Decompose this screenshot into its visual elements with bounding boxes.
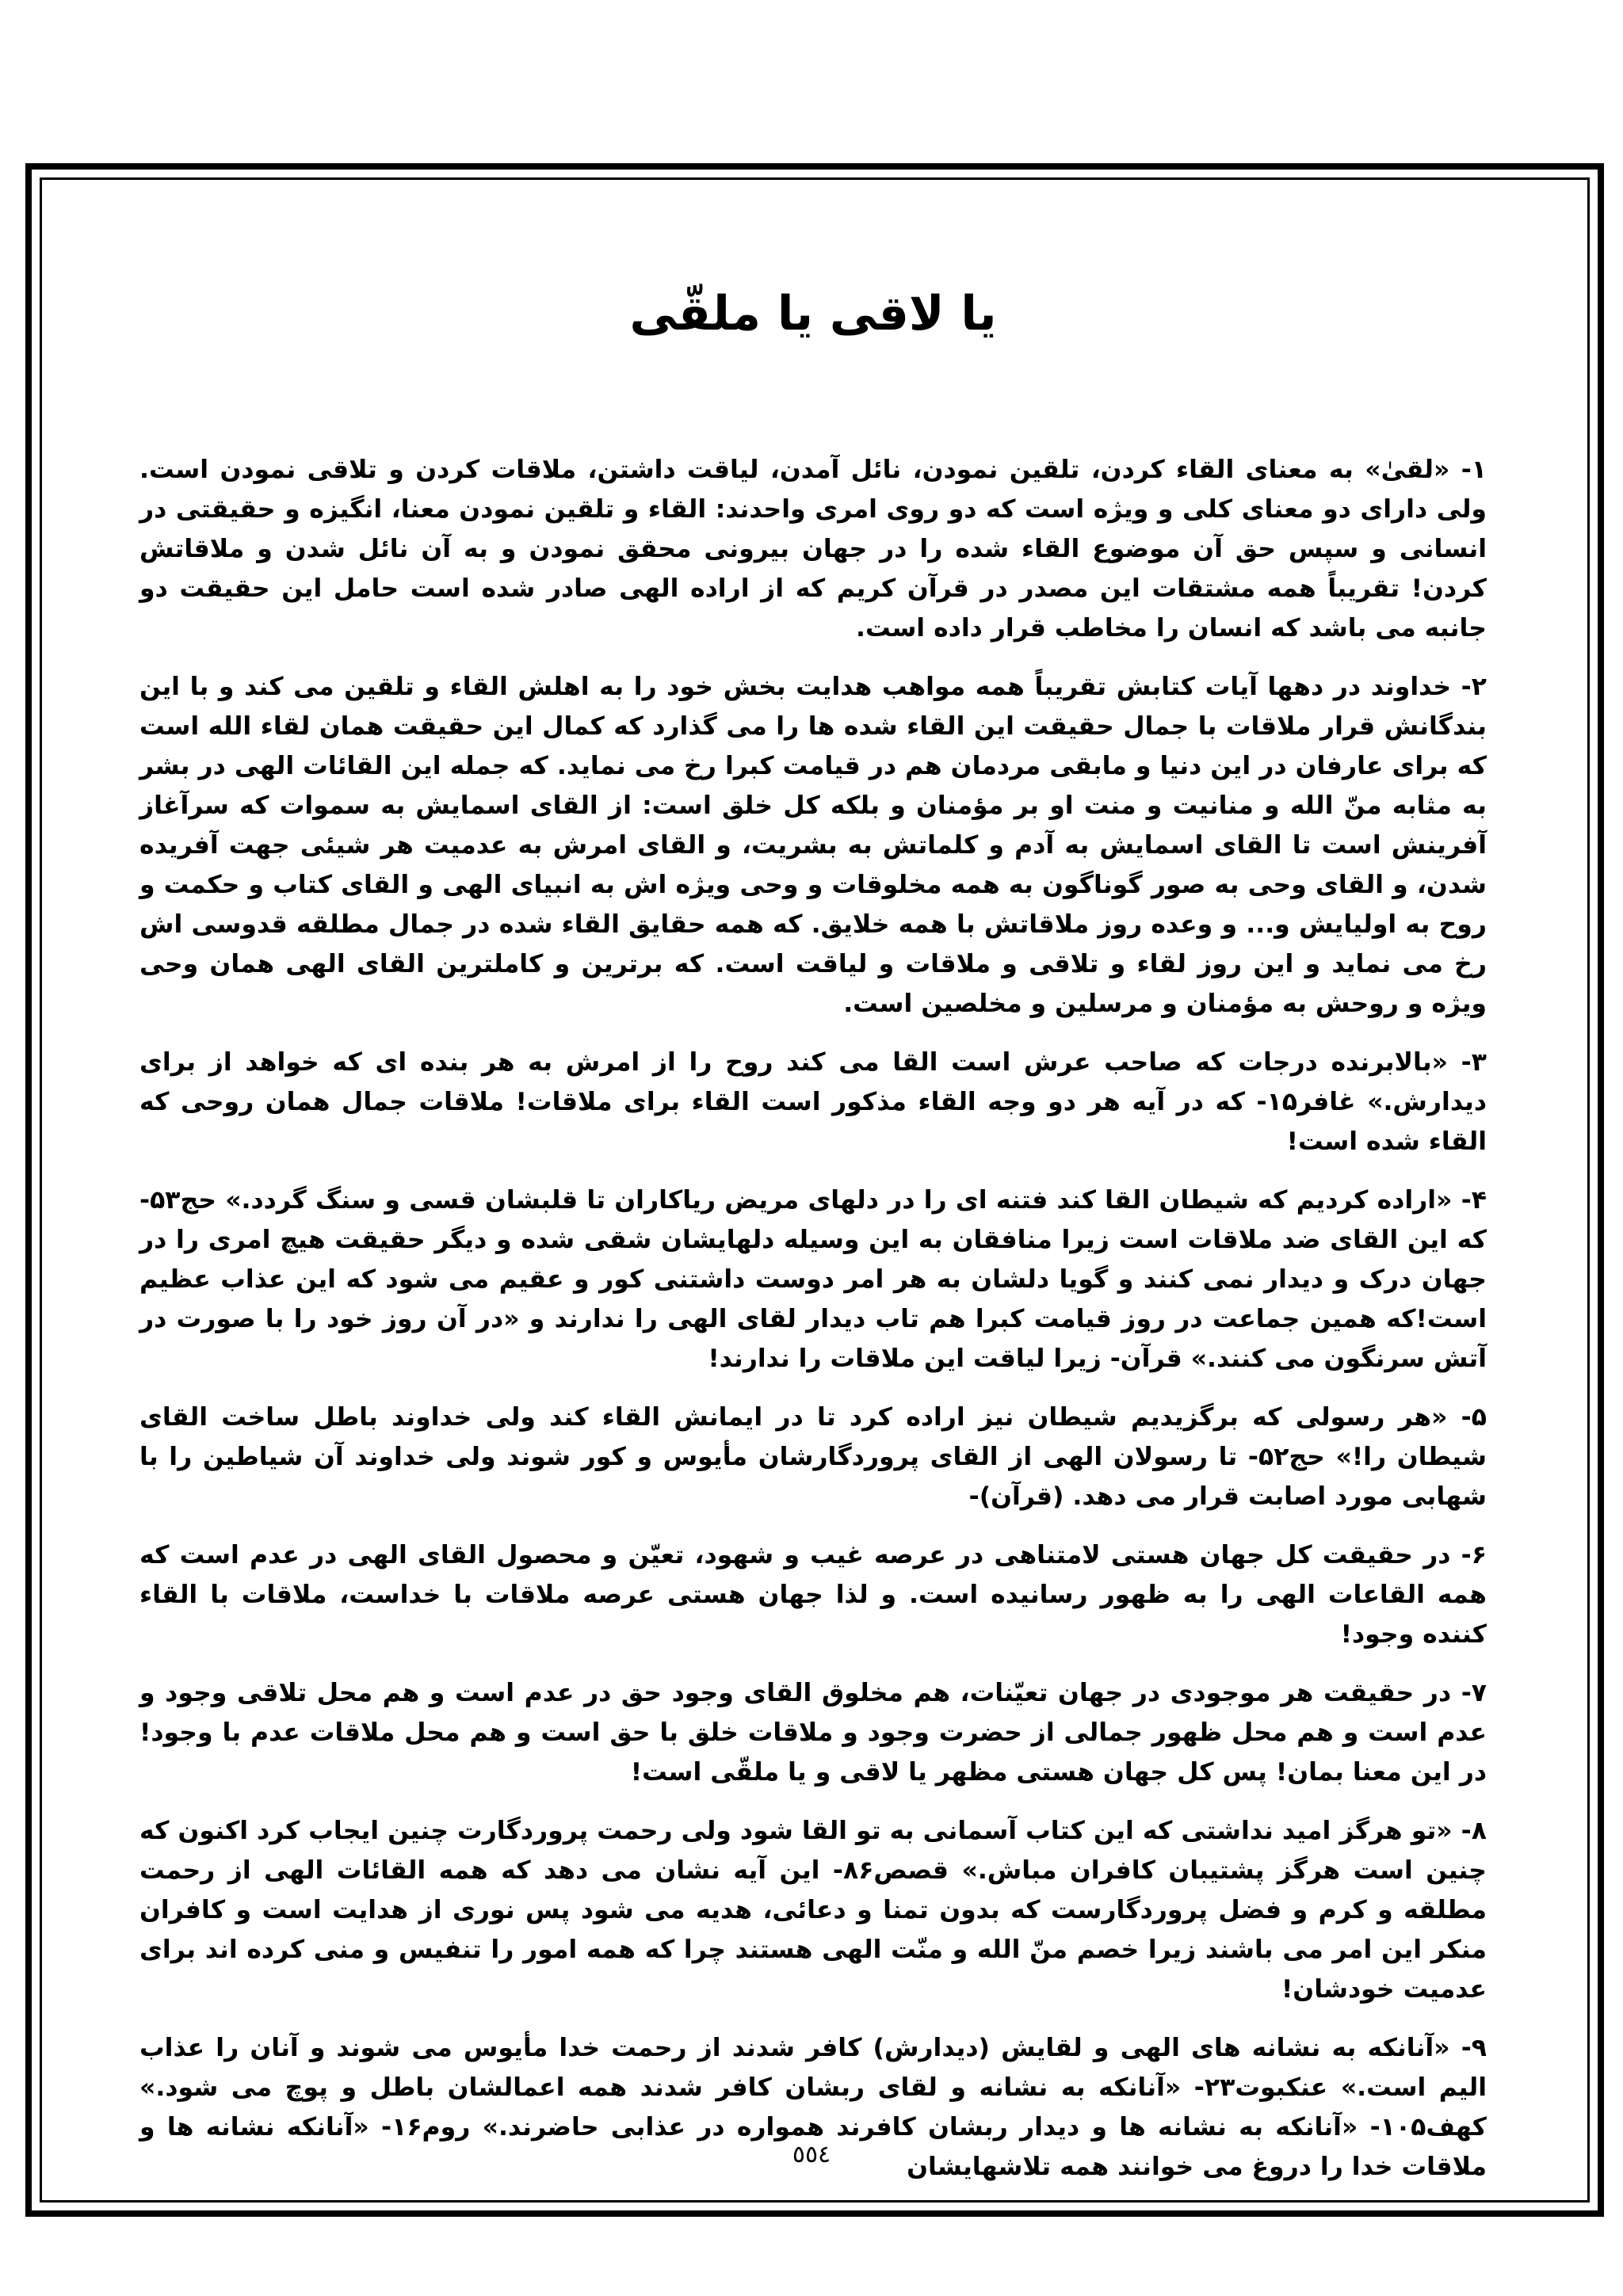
- paragraph-7: ۷- در حقیقت هر موجودی در جهان تعیّنات، هم مخلوق القای وجود حق در عدم است و هم محل تلاقی وجود و عدم است و هم محل ظهور جمالی از حضرت وجود و ملاقات خلق با حق است و هم محل ملاقات عدم با وجود! در این معنا بمان! پس کل جهان هستی مظهر یا لاقی و یا ملقّی است!: [139, 1679, 1487, 1787]
- page-content: [139, 282, 1487, 2181]
- paragraph-2: ۲- خداوند در دهها آیات کتابش تقریباً همه مواهب هدایت بخش خود را به اهلش القاء و تلقین می کند و با این بندگانش قرار ملاقات با جمال حقیقت این القاء شده ها را می گذارد که کمال این حقیقت همان لقاء الله است که برای عارفان در این دنیا و مابقی مردمان هم در قیامت کبرا رخ می نماید. که جمله این القائات الهی در بشر به مثابه منّ الله و منانیت و منت او بر مؤمنان و بلکه کل خلق است: از القای اسمایش به سموات که سرآغاز آفرینش است تا القای اسمایش به آدم و کلماتش به بشریت، و القای امرش به عدمیت هر شیئی جهت آفریده شدن، و القای وحی به صور گوناگون به همه مخلوقات و وحی ویژه اش به انبیای الهی و القای کتاب و حکمت و روح به اولیایش و... و وعده روز ملاقاتش با همه خلایق. که همه حقایق القاء شده در جمال مطلقه قدوسی اش رخ می نماید و این روز لقاء و تلاقی و ملاقات و لیاقت است. که برترین و کاملترین القای الهی همان وحی ویژه و روحش به مؤمنان و مرسلین و مخلصین است.: [139, 673, 1487, 1018]
- paragraph-9: ۹- «آنانکه به نشانه های الهی و لقایش (دیدارش) کافر شدند از رحمت خدا مأیوس می شوند و آنان را عذاب الیم است.» عنکبوت۲۳- «آنانکه به نشانه و لقای ربشان کافر شدند همه اعمالشان باطل و پوچ می شود.» کهف۱۰۵- «آنانکه به نشانه ها و دیدار ربشان کافرند همواره در عذابی حاضرند.» روم۱۶- «آنانکه نشانه ها و ملاقات خدا را دروغ می خوانند همه تلاشهایشان: [139, 2034, 1487, 2181]
- paragraph-5: ۵- «هر رسولی که برگزیدیم شیطان نیز اراده کرد تا در ایمانش القاء کند ولی خداوند باطل ساخت القای شیطان را!» حج۵۲- تا رسولان الهی از القای پروردگارشان مأیوس و کور شوند ولی خداوند آن شیاطین را با شهابی مورد اصابت قرار می دهد. (قرآن)-: [139, 1403, 1487, 1511]
- paragraph-3: ۳- «بالابرنده درجات که صاحب عرش است القا می کند روح را از امرش به هر بنده ای که خواهد از برای دیدارش.» غافر۱۵- که در آیه هر دو وجه القاء مذکور است القاء برای ملاقات! ملاقات جمال همان روحی که القاء شده است!: [139, 1048, 1487, 1156]
- paragraph-4: ۴- «اراده کردیم که شیطان القا کند فتنه ای را در دلهای مریض ریاکاران تا قلبشان قسی و سنگ گردد.» حج۵۳- که این القای ضد ملاقات است زیرا منافقان به این وسیله دلهایشان شقی شده و دیگر حقیقت هیچ امری را در جهان درک و دیدار نمی کنند و گویا دلشان به هر امر دوست داشتنی کور و عقیم می شود که این عذاب عظیم است!که همین جماعت در روز قیامت کبرا هم تاب دیدار لقای الهی را ندارند و «در آن روز خود را با صورت در آتش سرنگون می کنند.» قرآن- زیرا لیاقت این ملاقات را ندارند!: [139, 1186, 1487, 1373]
- paragraph-6: ۶- در حقیقت کل جهان هستی لامتناهی در عرصه غیب و شهود، تعیّن و محصول القای الهی در عدم است که همه القاعات الهی را به ظهور رسانیده است. و لذا جهان هستی عرصه ملاقات با خداست، ملاقات با القاء کننده وجود!: [139, 1541, 1487, 1649]
- page-title: یا لاقی یا ملقّی: [629, 286, 997, 341]
- paragraph-8: ۸- «تو هرگز امید نداشتی که این کتاب آسمانی به تو القا شود ولی رحمت پروردگارت چنین ایجاب کرد اکنون که چنین است هرگز پشتیبان کافران مباش.» قصص۸۶- این آیه نشان می دهد که همه القائات الهی از رحمت مطلقه و کرم و فضل پروردگارست که بدون تمنا و دعائی، هدیه می شود پس نوری از هدایت است و کافران منکر این امر می باشند زیرا خصم منّ الله و منّت الهی هستند چرا که همه امور را تنفیس و منی کرده اند برای عدمیت خودشان!: [139, 1817, 1487, 2004]
- paragraph-1: ۱- «لقیٰ» به معنای القاء کردن، تلقین نمودن، نائل آمدن، لیاقت داشتن، ملاقات کردن و تلاقی نمودن است. ولی دارای دو معنای کلی و ویژه است که دو روی امری واحدند: القاء و تلقین نمودن معنا، انگیزه و حقیقتی در انسانی و سپس حق آن موضوع القاء شده را در جهان بیرونی محقق نمودن و به آن نائل شدن و ملاقاتش کردن! تقریباً همه مشتقات این مصدر در قرآن کریم که از اراده الهی صادر شده است حامل این حقیقت دو جانبه می باشد که انسان را مخاطب قرار داده است.: [139, 456, 1487, 643]
- page-number: ٥٥٤: [792, 2141, 831, 2168]
